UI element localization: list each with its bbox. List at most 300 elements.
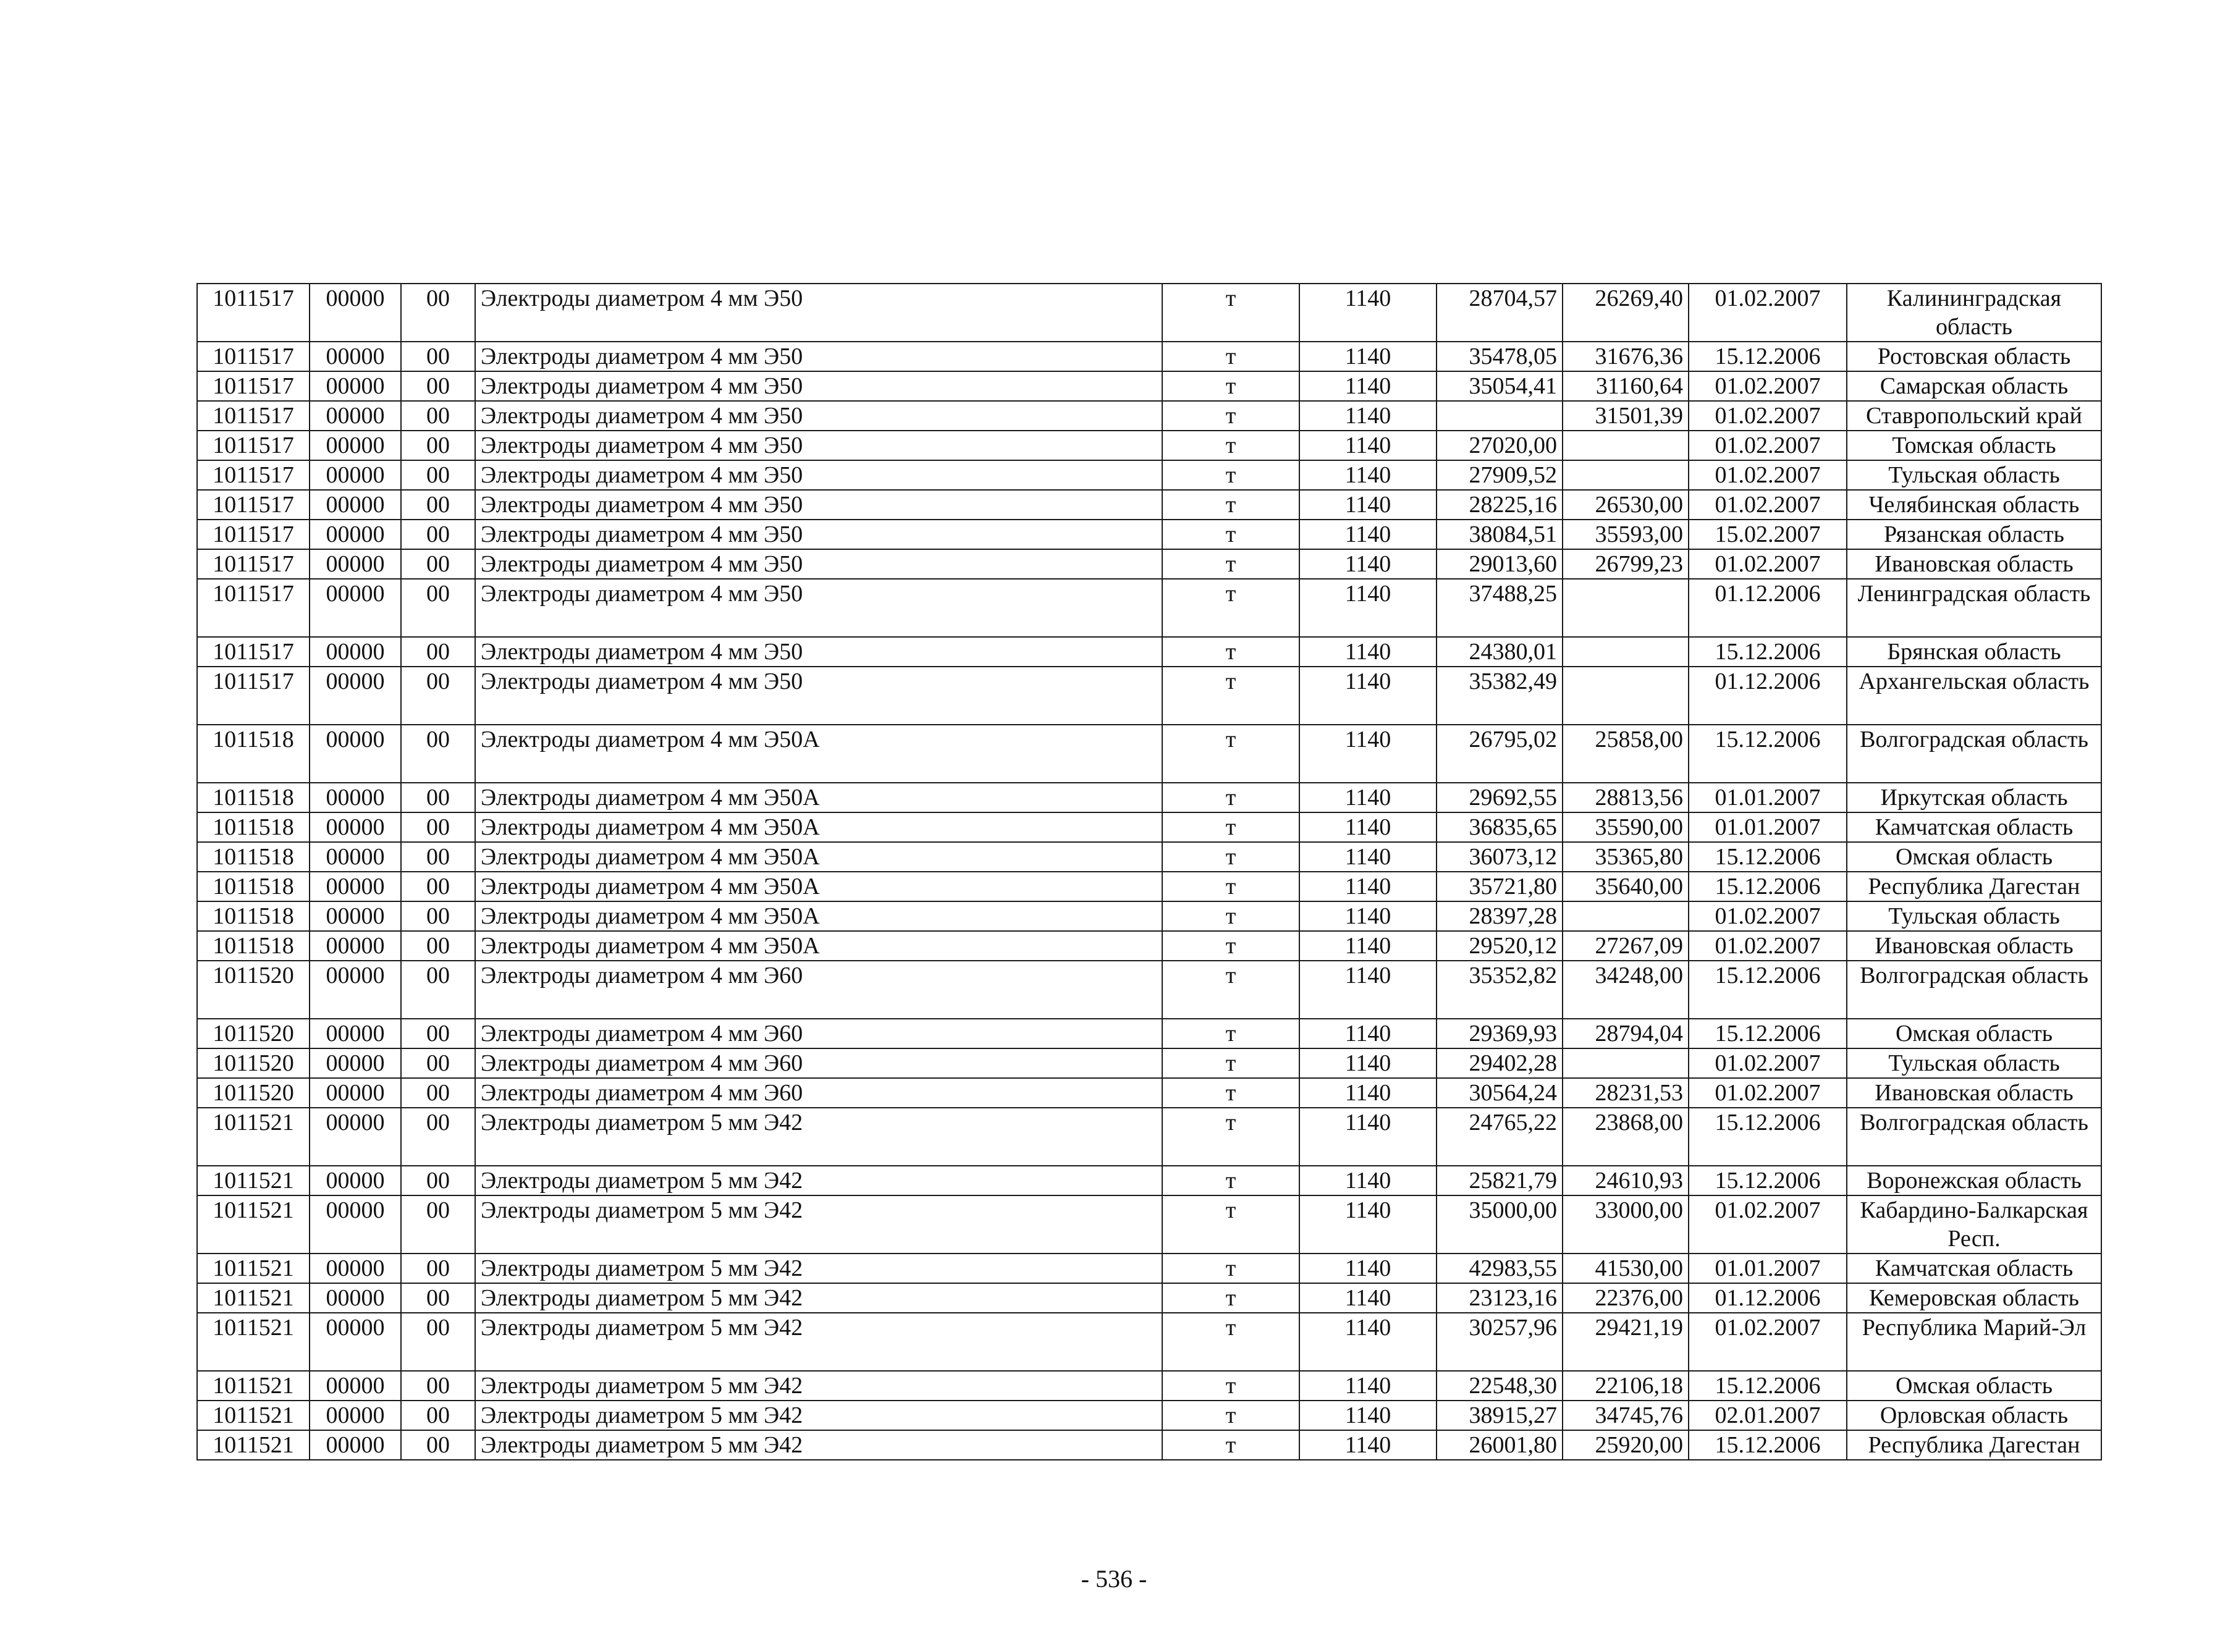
product-code-cell: 1011517 xyxy=(197,490,310,520)
product-name-cell: Электроды диаметром 4 мм Э50 xyxy=(475,401,1162,431)
product-name-cell: Электроды диаметром 4 мм Э60 xyxy=(475,1048,1162,1078)
region-cell: Волгоградская область xyxy=(1847,725,2101,783)
price-2-cell: 29421,19 xyxy=(1563,1313,1689,1371)
price-2-cell: 26269,40 xyxy=(1563,284,1689,342)
subcode-cell: 00000 xyxy=(310,1078,401,1108)
unit-cell: т xyxy=(1162,1371,1299,1401)
price-1-cell: 27020,00 xyxy=(1437,431,1563,460)
date-cell: 01.02.2007 xyxy=(1689,371,1847,401)
price-2-cell: 27267,09 xyxy=(1563,931,1689,961)
price-2-cell xyxy=(1563,431,1689,460)
price-2-cell xyxy=(1563,901,1689,931)
table-row xyxy=(197,520,2101,549)
subcode-cell: 00000 xyxy=(310,842,401,872)
product-name-cell: Электроды диаметром 4 мм Э50А xyxy=(475,901,1162,931)
price-table xyxy=(196,283,2102,1460)
version-cell: 00 xyxy=(401,490,475,520)
version-cell: 00 xyxy=(401,1019,475,1048)
price-2-cell: 28231,53 xyxy=(1563,1078,1689,1108)
price-1-cell: 24380,01 xyxy=(1437,637,1563,667)
region-cell: Тульская область xyxy=(1847,901,2101,931)
version-cell: 00 xyxy=(401,401,475,431)
product-name-cell: Электроды диаметром 5 мм Э42 xyxy=(475,1254,1162,1283)
table-row xyxy=(197,284,2101,342)
product-name-cell: Электроды диаметром 4 мм Э50 xyxy=(475,549,1162,579)
price-1-cell: 36835,65 xyxy=(1437,812,1563,842)
date-cell: 15.12.2006 xyxy=(1689,342,1847,371)
price-2-cell: 22376,00 xyxy=(1563,1283,1689,1313)
price-1-cell: 35054,41 xyxy=(1437,371,1563,401)
table-row xyxy=(197,1166,2101,1195)
unit-code-cell: 1140 xyxy=(1299,342,1437,371)
region-cell: Челябинская область xyxy=(1847,490,2101,520)
price-2-cell xyxy=(1563,667,1689,725)
region-cell: Омская область xyxy=(1847,1371,2101,1401)
product-name-cell: Электроды диаметром 4 мм Э50А xyxy=(475,842,1162,872)
product-name-cell: Электроды диаметром 5 мм Э42 xyxy=(475,1195,1162,1254)
date-cell: 01.02.2007 xyxy=(1689,401,1847,431)
product-code-cell: 1011520 xyxy=(197,1078,310,1108)
product-code-cell: 1011517 xyxy=(197,520,310,549)
product-code-cell: 1011521 xyxy=(197,1371,310,1401)
unit-cell: т xyxy=(1162,371,1299,401)
table-row xyxy=(197,725,2101,783)
date-cell: 15.12.2006 xyxy=(1689,1430,1847,1460)
version-cell: 00 xyxy=(401,1313,475,1371)
table-row xyxy=(197,549,2101,579)
product-name-cell: Электроды диаметром 4 мм Э50 xyxy=(475,342,1162,371)
date-cell: 01.02.2007 xyxy=(1689,431,1847,460)
unit-cell: т xyxy=(1162,1401,1299,1430)
unit-code-cell: 1140 xyxy=(1299,1078,1437,1108)
region-cell: Республика Дагестан xyxy=(1847,1430,2101,1460)
price-1-cell: 38915,27 xyxy=(1437,1401,1563,1430)
product-name-cell: Электроды диаметром 4 мм Э50 xyxy=(475,371,1162,401)
subcode-cell: 00000 xyxy=(310,725,401,783)
price-2-cell: 23868,00 xyxy=(1563,1108,1689,1166)
unit-cell: т xyxy=(1162,931,1299,961)
subcode-cell: 00000 xyxy=(310,342,401,371)
version-cell: 00 xyxy=(401,549,475,579)
unit-code-cell: 1140 xyxy=(1299,1430,1437,1460)
unit-code-cell: 1140 xyxy=(1299,1048,1437,1078)
unit-cell: т xyxy=(1162,725,1299,783)
price-1-cell: 37488,25 xyxy=(1437,579,1563,637)
subcode-cell: 00000 xyxy=(310,579,401,637)
unit-code-cell: 1140 xyxy=(1299,961,1437,1019)
unit-cell: т xyxy=(1162,637,1299,667)
date-cell: 15.12.2006 xyxy=(1689,637,1847,667)
table-row xyxy=(197,460,2101,490)
unit-code-cell: 1140 xyxy=(1299,520,1437,549)
price-1-cell: 29402,28 xyxy=(1437,1048,1563,1078)
version-cell: 00 xyxy=(401,961,475,1019)
unit-code-cell: 1140 xyxy=(1299,1195,1437,1254)
region-cell: Тульская область xyxy=(1847,1048,2101,1078)
product-name-cell: Электроды диаметром 4 мм Э50А xyxy=(475,783,1162,812)
region-cell: Брянская область xyxy=(1847,637,2101,667)
unit-code-cell: 1140 xyxy=(1299,1019,1437,1048)
product-name-cell: Электроды диаметром 5 мм Э42 xyxy=(475,1283,1162,1313)
unit-cell: т xyxy=(1162,520,1299,549)
price-1-cell: 25821,79 xyxy=(1437,1166,1563,1195)
version-cell: 00 xyxy=(401,931,475,961)
table-row xyxy=(197,961,2101,1019)
unit-cell: т xyxy=(1162,431,1299,460)
unit-cell: т xyxy=(1162,901,1299,931)
version-cell: 00 xyxy=(401,579,475,637)
version-cell: 00 xyxy=(401,1166,475,1195)
product-code-cell: 1011521 xyxy=(197,1166,310,1195)
date-cell: 01.02.2007 xyxy=(1689,549,1847,579)
product-code-cell: 1011517 xyxy=(197,431,310,460)
product-name-cell: Электроды диаметром 4 мм Э50 xyxy=(475,637,1162,667)
product-name-cell: Электроды диаметром 4 мм Э50А xyxy=(475,812,1162,842)
unit-code-cell: 1140 xyxy=(1299,725,1437,783)
price-2-cell: 26530,00 xyxy=(1563,490,1689,520)
product-code-cell: 1011520 xyxy=(197,1019,310,1048)
date-cell: 01.02.2007 xyxy=(1689,1313,1847,1371)
subcode-cell: 00000 xyxy=(310,490,401,520)
price-1-cell: 23123,16 xyxy=(1437,1283,1563,1313)
region-cell: Ростовская область xyxy=(1847,342,2101,371)
region-cell: Омская область xyxy=(1847,1019,2101,1048)
subcode-cell: 00000 xyxy=(310,1108,401,1166)
subcode-cell: 00000 xyxy=(310,1048,401,1078)
product-code-cell: 1011517 xyxy=(197,371,310,401)
product-code-cell: 1011521 xyxy=(197,1401,310,1430)
table-row xyxy=(197,1313,2101,1371)
table-row xyxy=(197,901,2101,931)
unit-code-cell: 1140 xyxy=(1299,872,1437,901)
product-code-cell: 1011520 xyxy=(197,1048,310,1078)
table-row xyxy=(197,1430,2101,1460)
unit-cell: т xyxy=(1162,783,1299,812)
subcode-cell: 00000 xyxy=(310,667,401,725)
product-name-cell: Электроды диаметром 4 мм Э50 xyxy=(475,431,1162,460)
unit-cell: т xyxy=(1162,579,1299,637)
unit-code-cell: 1140 xyxy=(1299,401,1437,431)
price-1-cell: 28397,28 xyxy=(1437,901,1563,931)
region-cell: Воронежская область xyxy=(1847,1166,2101,1195)
unit-cell: т xyxy=(1162,961,1299,1019)
product-code-cell: 1011517 xyxy=(197,667,310,725)
table-row xyxy=(197,490,2101,520)
region-cell: Ивановская область xyxy=(1847,549,2101,579)
unit-code-cell: 1140 xyxy=(1299,1401,1437,1430)
product-name-cell: Электроды диаметром 5 мм Э42 xyxy=(475,1430,1162,1460)
date-cell: 15.12.2006 xyxy=(1689,1371,1847,1401)
price-2-cell: 34248,00 xyxy=(1563,961,1689,1019)
table-row xyxy=(197,1195,2101,1254)
price-2-cell: 28813,56 xyxy=(1563,783,1689,812)
date-cell: 15.12.2006 xyxy=(1689,842,1847,872)
product-code-cell: 1011521 xyxy=(197,1430,310,1460)
region-cell: Томская область xyxy=(1847,431,2101,460)
subcode-cell: 00000 xyxy=(310,549,401,579)
price-1-cell: 30564,24 xyxy=(1437,1078,1563,1108)
version-cell: 00 xyxy=(401,1254,475,1283)
subcode-cell: 00000 xyxy=(310,1195,401,1254)
price-1-cell: 30257,96 xyxy=(1437,1313,1563,1371)
table-row xyxy=(197,1019,2101,1048)
date-cell: 01.01.2007 xyxy=(1689,783,1847,812)
product-code-cell: 1011521 xyxy=(197,1313,310,1371)
unit-cell: т xyxy=(1162,460,1299,490)
version-cell: 00 xyxy=(401,1371,475,1401)
subcode-cell: 00000 xyxy=(310,520,401,549)
table-row xyxy=(197,637,2101,667)
product-name-cell: Электроды диаметром 4 мм Э60 xyxy=(475,1019,1162,1048)
region-cell: Камчатская область xyxy=(1847,812,2101,842)
subcode-cell: 00000 xyxy=(310,1313,401,1371)
table-row xyxy=(197,371,2101,401)
date-cell: 01.02.2007 xyxy=(1689,1195,1847,1254)
product-name-cell: Электроды диаметром 4 мм Э60 xyxy=(475,1078,1162,1108)
price-2-cell: 33000,00 xyxy=(1563,1195,1689,1254)
date-cell: 02.01.2007 xyxy=(1689,1401,1847,1430)
price-2-cell: 41530,00 xyxy=(1563,1254,1689,1283)
product-name-cell: Электроды диаметром 5 мм Э42 xyxy=(475,1371,1162,1401)
table-row xyxy=(197,1078,2101,1108)
unit-code-cell: 1140 xyxy=(1299,371,1437,401)
product-code-cell: 1011521 xyxy=(197,1254,310,1283)
subcode-cell: 00000 xyxy=(310,1430,401,1460)
price-2-cell xyxy=(1563,637,1689,667)
table-row xyxy=(197,1371,2101,1401)
product-name-cell: Электроды диаметром 4 мм Э50 xyxy=(475,520,1162,549)
product-code-cell: 1011520 xyxy=(197,961,310,1019)
date-cell: 01.02.2007 xyxy=(1689,460,1847,490)
unit-cell: т xyxy=(1162,342,1299,371)
date-cell: 01.01.2007 xyxy=(1689,1254,1847,1283)
version-cell: 00 xyxy=(401,812,475,842)
price-2-cell: 34745,76 xyxy=(1563,1401,1689,1430)
date-cell: 01.02.2007 xyxy=(1689,901,1847,931)
version-cell: 00 xyxy=(401,1283,475,1313)
product-code-cell: 1011517 xyxy=(197,284,310,342)
price-2-cell: 25920,00 xyxy=(1563,1430,1689,1460)
unit-cell: т xyxy=(1162,1313,1299,1371)
product-name-cell: Электроды диаметром 4 мм Э50 xyxy=(475,460,1162,490)
unit-cell: т xyxy=(1162,872,1299,901)
subcode-cell: 00000 xyxy=(310,460,401,490)
subcode-cell: 00000 xyxy=(310,284,401,342)
product-code-cell: 1011521 xyxy=(197,1195,310,1254)
table-row xyxy=(197,1401,2101,1430)
table-row xyxy=(197,1283,2101,1313)
table-body xyxy=(197,284,2101,1460)
subcode-cell: 00000 xyxy=(310,371,401,401)
version-cell: 00 xyxy=(401,1430,475,1460)
date-cell: 01.02.2007 xyxy=(1689,284,1847,342)
region-cell: Архангельская область xyxy=(1847,667,2101,725)
region-cell: Ивановская область xyxy=(1847,931,2101,961)
product-code-cell: 1011518 xyxy=(197,812,310,842)
product-name-cell: Электроды диаметром 4 мм Э50 xyxy=(475,284,1162,342)
price-1-cell: 38084,51 xyxy=(1437,520,1563,549)
unit-code-cell: 1140 xyxy=(1299,637,1437,667)
product-code-cell: 1011518 xyxy=(197,872,310,901)
region-cell: Иркутская область xyxy=(1847,783,2101,812)
unit-code-cell: 1140 xyxy=(1299,812,1437,842)
subcode-cell: 00000 xyxy=(310,783,401,812)
version-cell: 00 xyxy=(401,872,475,901)
region-cell: Ленинградская область xyxy=(1847,579,2101,637)
unit-cell: т xyxy=(1162,1283,1299,1313)
table-row xyxy=(197,842,2101,872)
date-cell: 15.02.2007 xyxy=(1689,520,1847,549)
subcode-cell: 00000 xyxy=(310,901,401,931)
price-1-cell: 26001,80 xyxy=(1437,1430,1563,1460)
date-cell: 01.02.2007 xyxy=(1689,931,1847,961)
product-code-cell: 1011518 xyxy=(197,725,310,783)
price-2-cell: 35640,00 xyxy=(1563,872,1689,901)
unit-code-cell: 1140 xyxy=(1299,431,1437,460)
unit-cell: т xyxy=(1162,1078,1299,1108)
version-cell: 00 xyxy=(401,520,475,549)
subcode-cell: 00000 xyxy=(310,431,401,460)
price-2-cell: 35365,80 xyxy=(1563,842,1689,872)
version-cell: 00 xyxy=(401,1048,475,1078)
region-cell: Омская область xyxy=(1847,842,2101,872)
region-cell: Волгоградская область xyxy=(1847,961,2101,1019)
price-1-cell: 28225,16 xyxy=(1437,490,1563,520)
unit-code-cell: 1140 xyxy=(1299,842,1437,872)
unit-code-cell: 1140 xyxy=(1299,1313,1437,1371)
price-1-cell: 24765,22 xyxy=(1437,1108,1563,1166)
version-cell: 00 xyxy=(401,667,475,725)
table-row xyxy=(197,1108,2101,1166)
product-name-cell: Электроды диаметром 5 мм Э42 xyxy=(475,1108,1162,1166)
region-cell: Ставропольский край xyxy=(1847,401,2101,431)
price-1-cell: 42983,55 xyxy=(1437,1254,1563,1283)
unit-cell: т xyxy=(1162,812,1299,842)
version-cell: 00 xyxy=(401,460,475,490)
price-1-cell xyxy=(1437,401,1563,431)
price-1-cell: 35382,49 xyxy=(1437,667,1563,725)
product-name-cell: Электроды диаметром 5 мм Э42 xyxy=(475,1313,1162,1371)
product-code-cell: 1011518 xyxy=(197,783,310,812)
date-cell: 01.12.2006 xyxy=(1689,579,1847,637)
price-1-cell: 27909,52 xyxy=(1437,460,1563,490)
subcode-cell: 00000 xyxy=(310,637,401,667)
price-2-cell: 31160,64 xyxy=(1563,371,1689,401)
table-row xyxy=(197,931,2101,961)
price-1-cell: 35352,82 xyxy=(1437,961,1563,1019)
table-row xyxy=(197,1048,2101,1078)
product-code-cell: 1011517 xyxy=(197,342,310,371)
subcode-cell: 00000 xyxy=(310,1166,401,1195)
price-1-cell: 35000,00 xyxy=(1437,1195,1563,1254)
price-2-cell: 31501,39 xyxy=(1563,401,1689,431)
price-2-cell: 35593,00 xyxy=(1563,520,1689,549)
price-2-cell xyxy=(1563,579,1689,637)
product-name-cell: Электроды диаметром 4 мм Э50 xyxy=(475,490,1162,520)
price-1-cell: 35478,05 xyxy=(1437,342,1563,371)
product-name-cell: Электроды диаметром 4 мм Э50 xyxy=(475,579,1162,637)
table-row xyxy=(197,342,2101,371)
date-cell: 15.12.2006 xyxy=(1689,961,1847,1019)
product-name-cell: Электроды диаметром 4 мм Э60 xyxy=(475,961,1162,1019)
date-cell: 15.12.2006 xyxy=(1689,1166,1847,1195)
table-row xyxy=(197,401,2101,431)
version-cell: 00 xyxy=(401,783,475,812)
table-row xyxy=(197,431,2101,460)
unit-cell: т xyxy=(1162,401,1299,431)
price-1-cell: 29520,12 xyxy=(1437,931,1563,961)
price-2-cell: 22106,18 xyxy=(1563,1371,1689,1401)
subcode-cell: 00000 xyxy=(310,1254,401,1283)
unit-cell: т xyxy=(1162,1048,1299,1078)
price-2-cell xyxy=(1563,1048,1689,1078)
product-name-cell: Электроды диаметром 4 мм Э50А xyxy=(475,872,1162,901)
unit-cell: т xyxy=(1162,1019,1299,1048)
product-name-cell: Электроды диаметром 5 мм Э42 xyxy=(475,1401,1162,1430)
table-row xyxy=(197,1254,2101,1283)
date-cell: 01.01.2007 xyxy=(1689,812,1847,842)
unit-code-cell: 1140 xyxy=(1299,284,1437,342)
date-cell: 01.02.2007 xyxy=(1689,1078,1847,1108)
subcode-cell: 00000 xyxy=(310,812,401,842)
version-cell: 00 xyxy=(401,371,475,401)
subcode-cell: 00000 xyxy=(310,1401,401,1430)
unit-code-cell: 1140 xyxy=(1299,783,1437,812)
date-cell: 01.12.2006 xyxy=(1689,1283,1847,1313)
unit-cell: т xyxy=(1162,1254,1299,1283)
table-row xyxy=(197,783,2101,812)
price-2-cell: 35590,00 xyxy=(1563,812,1689,842)
price-1-cell: 28704,57 xyxy=(1437,284,1563,342)
subcode-cell: 00000 xyxy=(310,931,401,961)
page-number: - 536 - xyxy=(1081,1565,1147,1593)
unit-code-cell: 1140 xyxy=(1299,490,1437,520)
price-1-cell: 22548,30 xyxy=(1437,1371,1563,1401)
date-cell: 01.12.2006 xyxy=(1689,667,1847,725)
unit-code-cell: 1140 xyxy=(1299,1254,1437,1283)
unit-cell: т xyxy=(1162,842,1299,872)
product-code-cell: 1011517 xyxy=(197,401,310,431)
unit-cell: т xyxy=(1162,1430,1299,1460)
price-1-cell: 29369,93 xyxy=(1437,1019,1563,1048)
unit-cell: т xyxy=(1162,284,1299,342)
region-cell: Республика Дагестан xyxy=(1847,872,2101,901)
version-cell: 00 xyxy=(401,637,475,667)
product-code-cell: 1011518 xyxy=(197,931,310,961)
unit-code-cell: 1140 xyxy=(1299,667,1437,725)
version-cell: 00 xyxy=(401,1195,475,1254)
product-name-cell: Электроды диаметром 4 мм Э50 xyxy=(475,667,1162,725)
product-code-cell: 1011521 xyxy=(197,1283,310,1313)
version-cell: 00 xyxy=(401,1401,475,1430)
version-cell: 00 xyxy=(401,725,475,783)
version-cell: 00 xyxy=(401,1108,475,1166)
price-2-cell: 25858,00 xyxy=(1563,725,1689,783)
date-cell: 15.12.2006 xyxy=(1689,725,1847,783)
product-name-cell: Электроды диаметром 4 мм Э50А xyxy=(475,725,1162,783)
region-cell: Ивановская область xyxy=(1847,1078,2101,1108)
product-code-cell: 1011517 xyxy=(197,460,310,490)
price-2-cell: 31676,36 xyxy=(1563,342,1689,371)
unit-code-cell: 1140 xyxy=(1299,1108,1437,1166)
price-1-cell: 35721,80 xyxy=(1437,872,1563,901)
unit-code-cell: 1140 xyxy=(1299,549,1437,579)
unit-cell: т xyxy=(1162,1166,1299,1195)
date-cell: 15.12.2006 xyxy=(1689,1019,1847,1048)
unit-cell: т xyxy=(1162,1108,1299,1166)
product-code-cell: 1011517 xyxy=(197,549,310,579)
version-cell: 00 xyxy=(401,901,475,931)
